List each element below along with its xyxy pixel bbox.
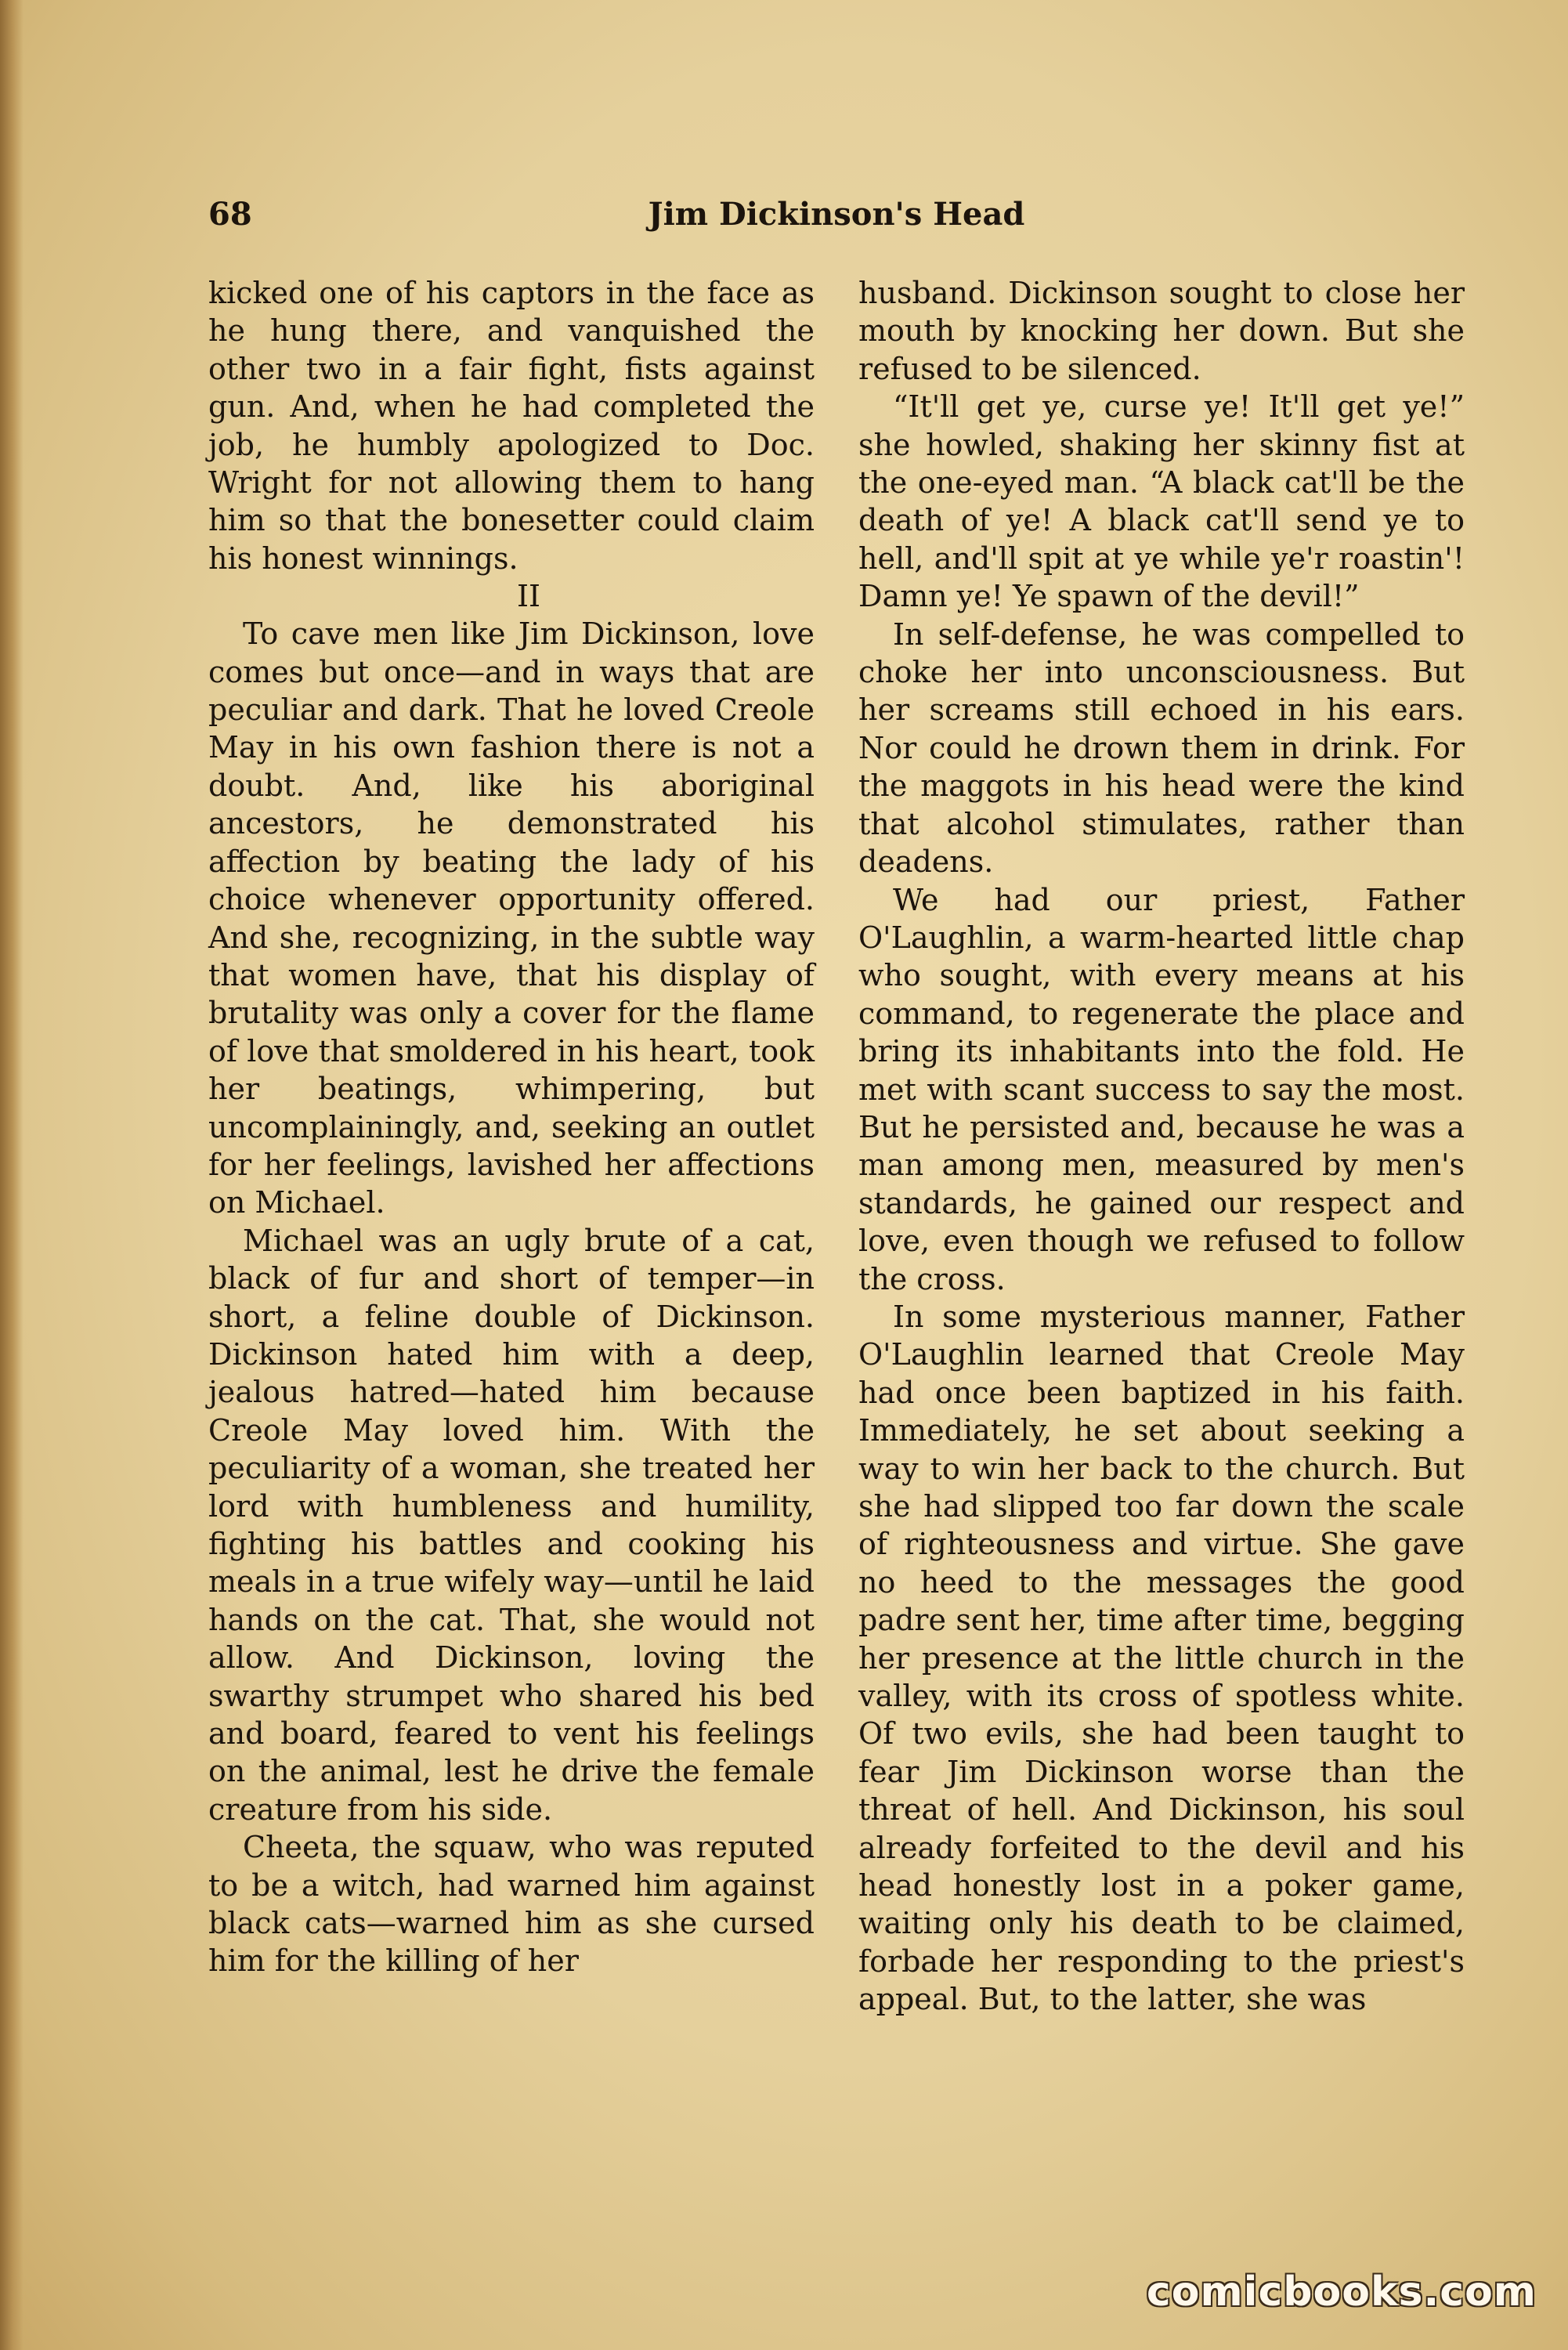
paragraph: To cave men like Jim Dickinson, love comes but once—and in ways that are peculiar and dark. That he loved Creole May in his own fashion there is not a doubt. And, like his aboriginal ancestors, he demonstrated his affection by beating the lady of his choice whenever opportunity offered. And she, recognizing, in the subtle way that women have, that his display of brutality was only a cover for the flame of love that smoldered in his heart, took her beatings, whimpering, but uncomplainingly, and, seeking an outlet for her feelings, lavished her affections on Michael. [208, 616, 815, 1220]
paragraph: kicked one of his captors in the face as he hung there, and vanquished the other two in a fair fight, fists against gun. And, when he had completed the job, he humbly apologized to Doc. Wright for not allowing them to hang him so that the bonesetter could claim his honest winnings. [208, 276, 815, 576]
watermark: comicbooks.com [1146, 2269, 1537, 2316]
paragraph: husband. Dickinson sought to close her mouth by knocking her down. But she refused to be silenced. [858, 276, 1465, 386]
running-title: Jim Dickinson's Head [648, 196, 1025, 233]
paragraph: In self-defense, he was compelled to choke her into unconsciousness. But her screams still echoed in his ears. Nor could he drown them in drink. For the maggots in his head were the kind that alcohol stimulates, rather than deadens. [858, 616, 1465, 880]
right-text-column [858, 274, 1465, 2019]
page-spine-shadow [0, 0, 23, 2350]
paragraph: “It'll get ye, curse ye! It'll get ye!” she howled, shaking her skinny fist at the one-eyed man. “A black cat'll be the death of ye! A black cat'll send ye to hell, and'll spit at ye while ye'r roastin'! Damn ye! Ye spawn of the devil!” [858, 389, 1465, 614]
page-number: 68 [208, 196, 252, 233]
paragraph: Cheeta, the squaw, who was reputed to be a witch, had warned him against black cats—warned him as she cursed him for the killing of her [208, 1830, 815, 1979]
paragraph: We had our priest, Father O'Laughlin, a warm-hearted little chap who sought, with every means at his command, to regenerate the place and bring its inhabitants into the fold. He met with scant success to say the most. But he persisted and, because he was a man among men, measured by men's standards, he gained our respect and love, even though we refused to follow the cross. [858, 882, 1465, 1296]
paragraph: In some mysterious manner, Father O'Laughlin learned that Creole May had once been baptized in his faith. Immediately, he set about seeking a way to win her back to the church. But she had slipped too far down the scale of righteousness and virtue. She gave no heed to the messages the good padre sent her, time after time, begging her presence at the little church in the valley, with its cross of spotless white. Of two evils, she had been taught to fear Jim Dickinson worse than the threat of hell. And Dickinson, his soul already forfeited to the devil and his head honestly lost in a poker game, waiting only his death to be claimed, forbade her responding to the priest's appeal. But, to the latter, she was [858, 1299, 1465, 2017]
paragraph: Michael was an ugly brute of a cat, black of fur and short of temper—in short, a feline double of Dickinson. Dickinson hated him with a deep, jealous hatred—hated him because Creole May loved him. With the peculiarity of a woman, she treated her lord with humbleness and humility, fighting his battles and cooking his meals in a true wifely way—until he laid hands on the cat. That, she would not allow. And Dickinson, loving the swarthy strumpet who shared his bed and board, feared to vent his feelings on the animal, lest he drive the female creature from his side. [208, 1223, 815, 1827]
page-header [208, 196, 1465, 243]
section-heading: II [516, 579, 541, 614]
left-text-column [208, 274, 815, 1980]
